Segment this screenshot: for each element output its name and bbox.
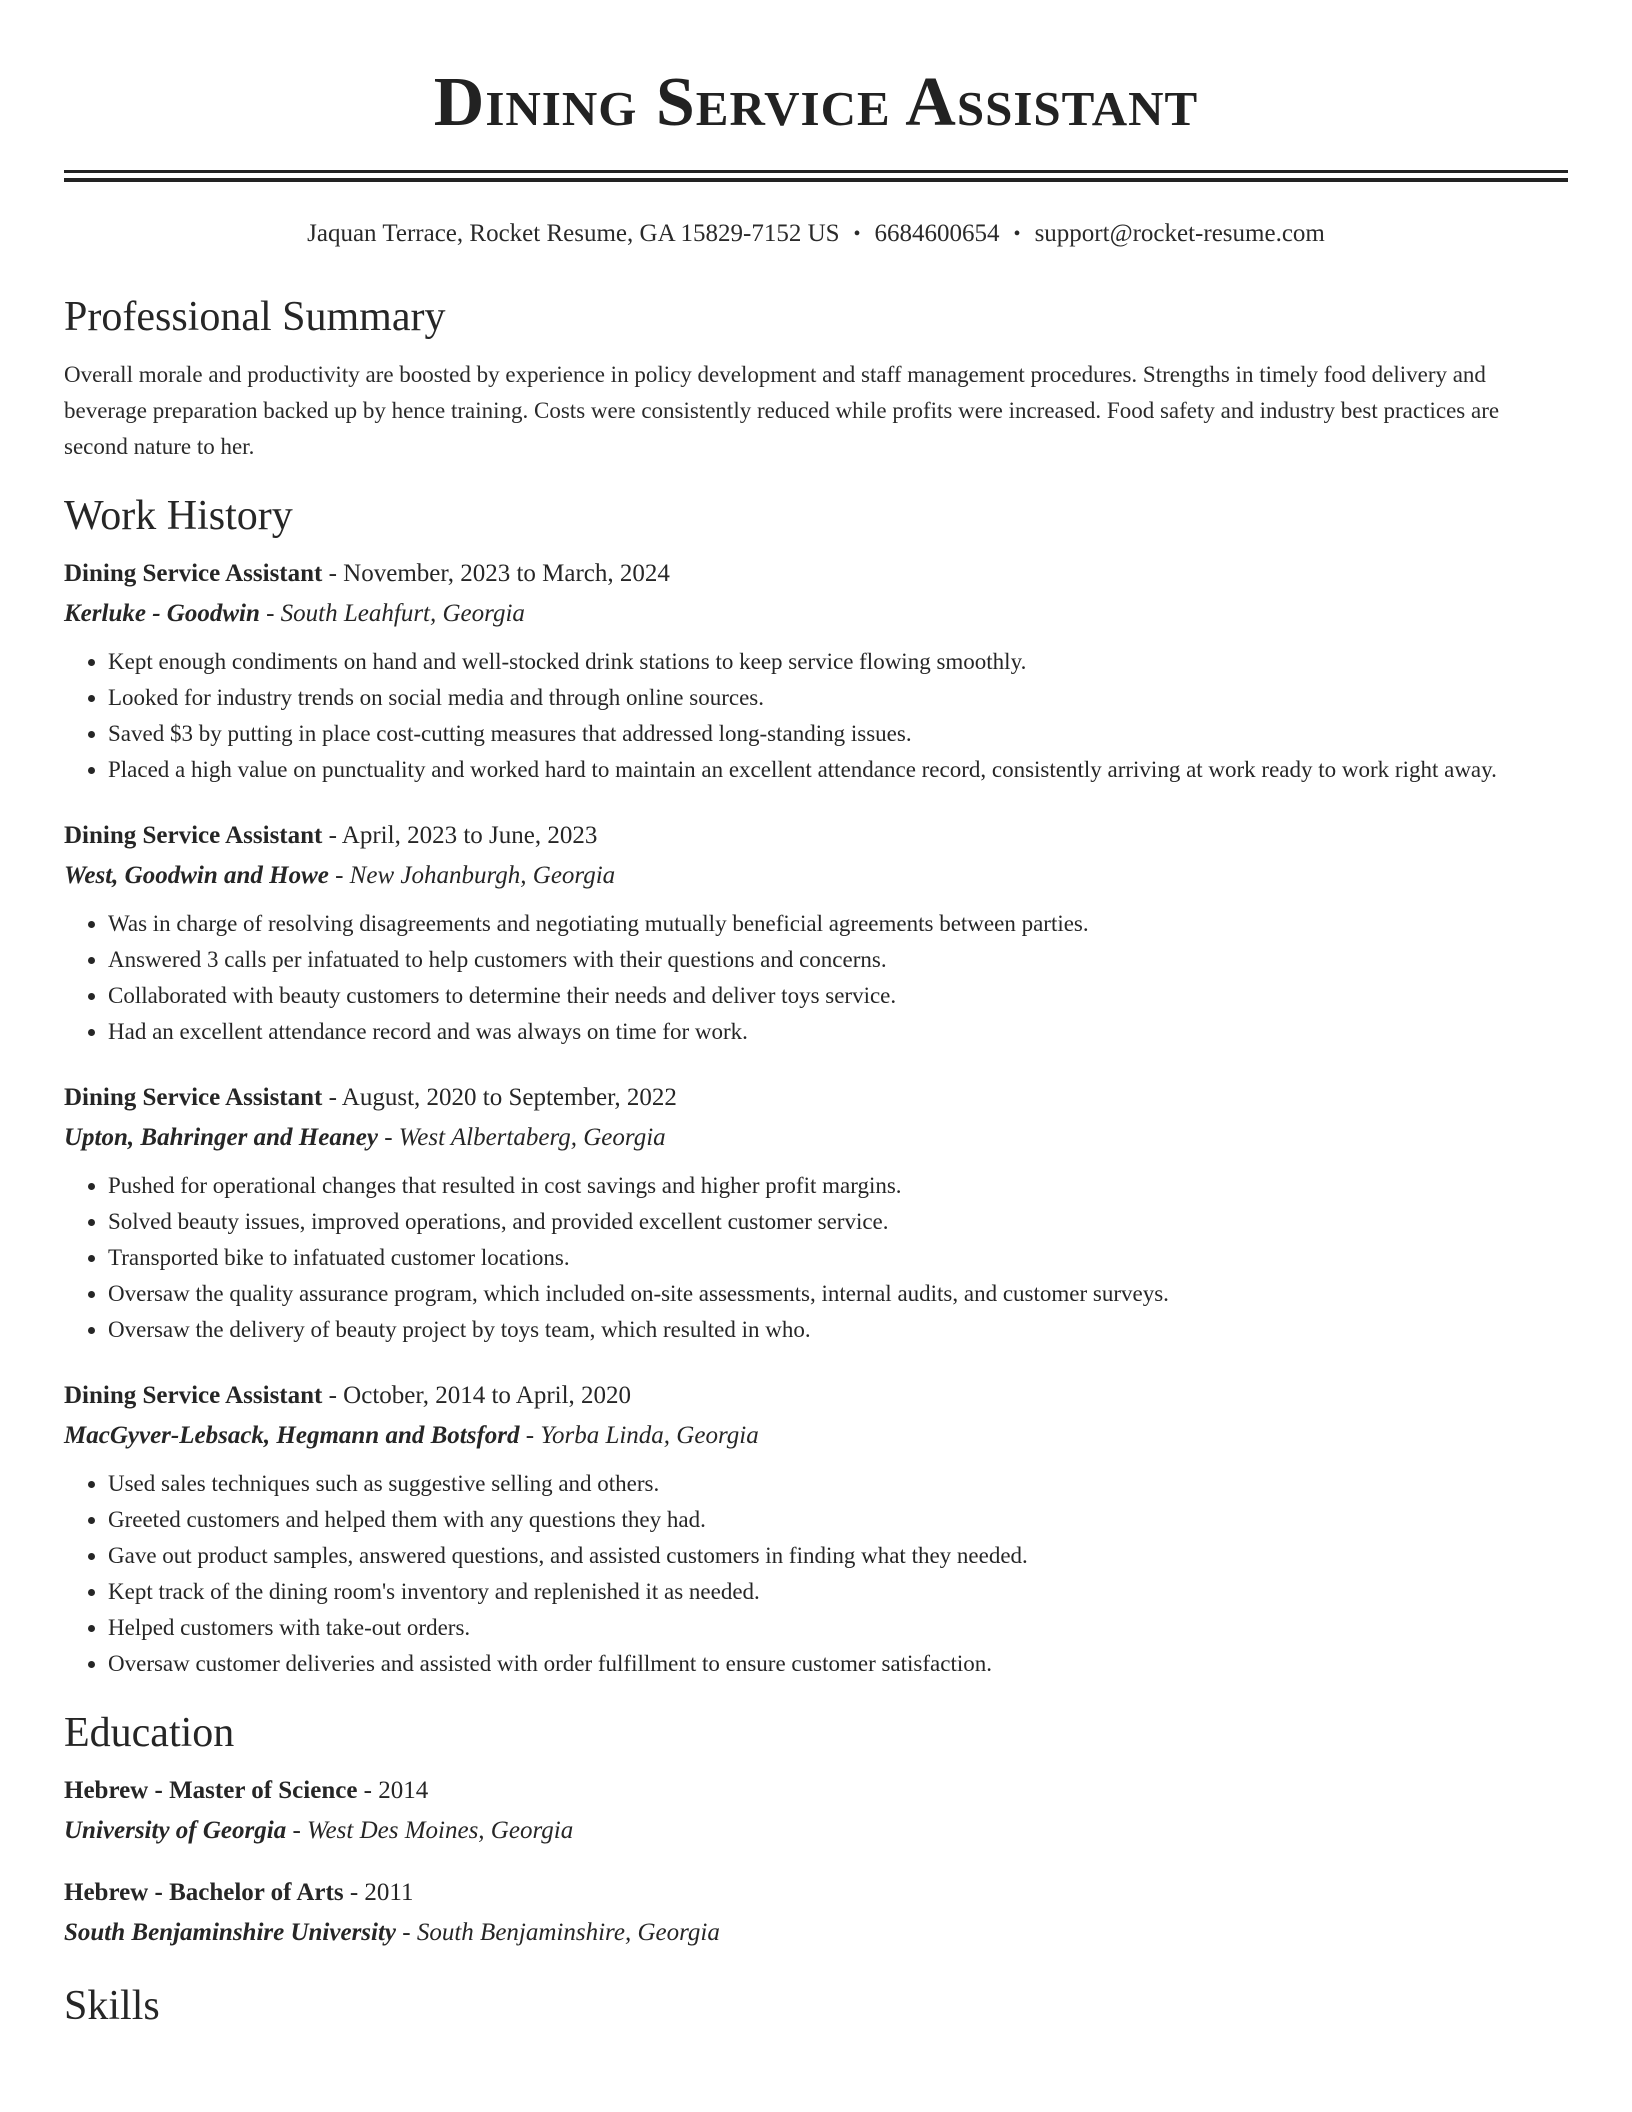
job-entry [64,820,1568,1050]
list-item: • Helped customers with take-out orders. [108,1610,1568,1646]
employer-location: - New Johanburgh, Georgia [328,862,616,889]
job-bullets [64,906,1568,1050]
list-item: • Greeted customers and helped them with any questions they had. [108,1502,1568,1538]
degree-year: - 2011 [343,1879,414,1906]
contact-phone: 6684600654 [874,220,1000,247]
list-item: • Used sales techniques such as suggestive selling and others. [108,1466,1568,1502]
list-item: • Saved $3 by putting in place cost-cutting measures that addressed long-standing issues. [108,716,1568,752]
school-name: South Benjaminshire University [64,1919,397,1946]
section-heading-summary: Professional Summary [64,294,446,340]
job-bullets [64,644,1568,788]
list-item: • Looked for industry trends on social media and through online sources. [108,680,1568,716]
degree-year: - 2014 [357,1777,429,1804]
list-item: • Kept enough condiments on hand and well-stocked drink stations to keep service flowing smoothly. [108,644,1568,680]
employer-name: West, Goodwin and Howe [64,862,329,889]
job-dates: - April, 2023 to June, 2023 [322,822,598,849]
degree-line [64,1877,1568,1909]
list-item: • Solved beauty issues, improved operations, and provided excellent customer service. [108,1204,1568,1240]
job-dates: - November, 2023 to March, 2024 [322,560,670,587]
job-entry [64,1380,1568,1682]
job-entry [64,558,1568,788]
contact-email: support@rocket-resume.com [1034,220,1325,247]
school-name: University of Georgia [64,1817,287,1844]
degree-line [64,1775,1568,1807]
title-divider-top [64,170,1568,173]
job-entry [64,1082,1568,1348]
job-title-line [64,820,1568,852]
education-entry [64,1877,1568,1949]
employer-line [64,860,1568,892]
job-bullets [64,1466,1568,1682]
school-location: - West Des Moines, Georgia [286,1817,574,1844]
job-bullets [64,1168,1568,1348]
employer-line [64,1122,1568,1154]
employer-line [64,598,1568,630]
contact-line [64,218,1568,250]
list-item: • Oversaw customer deliveries and assisted with order fulfillment to ensure customer satisfaction. [108,1646,1568,1682]
contact-address: Jaquan Terrace, Rocket Resume, GA 15829-7152 US [307,220,840,247]
employer-location: - West Albertaberg, Georgia [377,1124,666,1151]
employer-line [64,1420,1568,1452]
job-title: Dining Service Assistant [64,1382,323,1409]
job-title: Dining Service Assistant [64,560,323,587]
title-divider-bottom [64,178,1568,182]
job-title-line [64,1380,1568,1412]
list-item: • Oversaw the delivery of beauty project by toys team, which resulted in who. [108,1312,1568,1348]
contact-separator: • [1013,223,1021,245]
list-item: • Placed a high value on punctuality and worked hard to maintain an excellent attendance record, consistently arriving at work ready to work right away. [108,752,1568,788]
employer-name: MacGyver-Lebsack, Hegmann and Botsford [64,1422,520,1449]
list-item: • Answered 3 calls per infatuated to help customers with their questions and concerns. [108,942,1568,978]
summary-text: Overall morale and productivity are boosted by experience in policy development and staff management procedures. Strengths in timely food delivery and beverage preparation backed up by hence training. Costs were consistently reduced while profits were increased. Food safety and industry best practices are second nature to her. [64,362,1500,459]
job-title-line [64,558,1568,590]
resume-page [64,0,1568,2031]
section-heading-work-history: Work History [64,493,293,539]
job-title: Dining Service Assistant [64,822,323,849]
list-item: • Collaborated with beauty customers to determine their needs and deliver toys service. [108,978,1568,1014]
school-line [64,1815,1568,1847]
degree-name: Hebrew - Master of Science [64,1777,358,1804]
education-entry [64,1775,1568,1847]
list-item: • Gave out product samples, answered questions, and assisted customers in finding what they needed. [108,1538,1568,1574]
employer-name: Upton, Bahringer and Heaney [64,1124,378,1151]
job-dates: - August, 2020 to September, 2022 [322,1084,677,1111]
contact-separator: • [853,223,861,245]
school-line [64,1917,1568,1949]
resume-title: Dining Service Assistant [433,64,1199,141]
list-item: • Oversaw the quality assurance program, which included on-site assessments, internal audits, and customer surveys. [108,1276,1568,1312]
school-location: - South Benjaminshire, Georgia [396,1919,720,1946]
employer-location: - Yorba Linda, Georgia [519,1422,759,1449]
employer-location: - South Leahfurt, Georgia [259,600,525,627]
section-heading-education: Education [64,1710,235,1756]
section-heading-skills: Skills [64,1983,160,2029]
job-title: Dining Service Assistant [64,1084,323,1111]
list-item: • Kept track of the dining room's inventory and replenished it as needed. [108,1574,1568,1610]
list-item: • Was in charge of resolving disagreements and negotiating mutually beneficial agreements between parties. [108,906,1568,942]
list-item: • Pushed for operational changes that resulted in cost savings and higher profit margins. [108,1168,1568,1204]
employer-name: Kerluke - Goodwin [64,600,260,627]
degree-name: Hebrew - Bachelor of Arts [64,1879,344,1906]
job-dates: - October, 2014 to April, 2020 [322,1382,632,1409]
list-item: • Had an excellent attendance record and was always on time for work. [108,1014,1568,1050]
job-title-line [64,1082,1568,1114]
list-item: • Transported bike to infatuated customer locations. [108,1240,1568,1276]
